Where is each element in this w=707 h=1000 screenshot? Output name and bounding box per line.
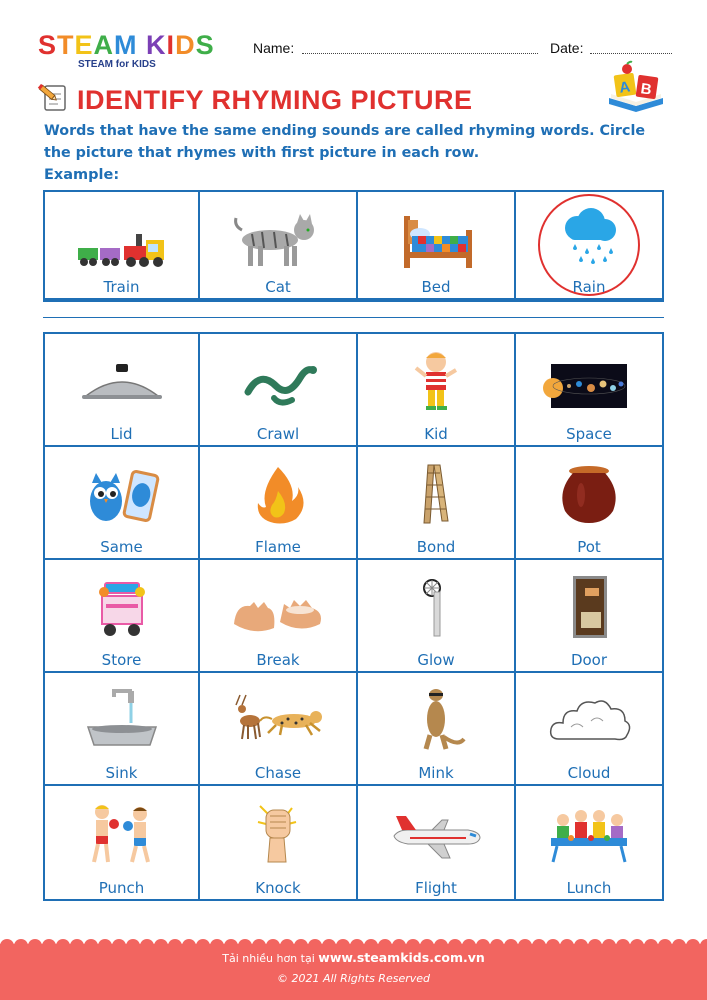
exercise-cell[interactable] [200,447,358,560]
word-label: Pot [577,538,601,556]
word-label: Chase [254,764,302,782]
brand-letter: M [114,30,138,60]
street-lamp-icon [388,574,484,640]
brand-letter: D [175,30,196,60]
word-label: Cloud [567,764,611,782]
exercise-cell[interactable] [516,673,662,786]
rain-cloud-icon [541,206,637,272]
ice-cream-cart-icon [74,574,170,640]
broken-eggshell-icon [230,574,326,640]
exercise-cell[interactable] [45,560,200,673]
exercise-cell[interactable] [358,334,516,447]
bed-icon [388,206,484,272]
exercise-cell[interactable] [200,334,358,447]
brand-letter: S [195,30,215,60]
word-label: Train [103,278,140,296]
word-label: Door [570,651,608,669]
exercise-cell[interactable] [45,673,200,786]
brand-logo [38,30,238,72]
date-field[interactable] [590,53,672,54]
pot-lid-icon [74,348,170,414]
exercise-cell[interactable] [200,786,358,899]
exercise-cell[interactable] [358,786,516,899]
brand-letter: E [74,30,94,60]
clay-pot-icon [541,461,637,527]
example-label: Example: [44,167,120,183]
exercise-cell[interactable] [200,673,358,786]
word-label: Crawl [256,425,300,443]
example-cell[interactable] [200,192,358,300]
pencil-paper-icon [36,80,70,114]
exercise-cell[interactable] [358,673,516,786]
svg-text:B: B [639,80,653,99]
name-field[interactable] [302,53,538,54]
word-label: Lid [110,425,133,443]
boxing-kids-icon [74,800,170,866]
exercise-cell[interactable] [516,560,662,673]
example-cell[interactable] [45,192,200,300]
airplane-icon [388,800,484,866]
sink-icon [74,687,170,753]
word-label: Sink [105,764,138,782]
exercise-grid [43,332,664,901]
exercise-cell[interactable] [516,786,662,899]
brand-letter: K [146,30,167,60]
word-label: Bed [421,278,451,296]
cloud-icon [541,687,637,753]
divider [43,317,664,318]
abc-book-icon [605,60,667,114]
door-icon [541,574,637,640]
footer-prefix: Tải nhiều hơn tại [222,952,315,965]
word-label: Bond [416,538,456,556]
exercise-cell[interactable] [45,334,200,447]
snake-icon [230,348,326,414]
word-label: Lunch [566,879,612,897]
solar-system-icon [541,348,637,414]
exercise-cell[interactable] [516,447,662,560]
brand-letter: S [38,30,58,60]
flame-icon [230,461,326,527]
footer-copyright: © 2021 All Rights Reserved [276,972,430,985]
word-label: Flight [415,879,457,897]
exercise-cell[interactable] [45,786,200,899]
word-label: Punch [98,879,145,897]
brand-letter [138,30,147,60]
exercise-cell[interactable] [200,560,358,673]
lunch-table-icon [541,800,637,866]
word-label: Same [100,538,143,556]
example-grid [43,190,664,302]
word-label: Cat [265,278,291,296]
instructions: Words that have the same ending sounds are called rhyming words. Circle the picture that rhymes with first picture in each row. [44,123,646,161]
brand-letter: T [57,30,75,60]
example-cell[interactable] [358,192,516,300]
example-cell-answer[interactable] [516,192,662,300]
exercise-cell[interactable] [358,447,516,560]
word-label: Mink [418,764,454,782]
owl-mirror-icon [74,461,170,527]
brand-letter: A [93,30,115,60]
cheetah-chase-icon [230,687,326,753]
footer-url-link[interactable]: www.steamkids.com.vn [318,950,485,965]
bond-strip-icon [388,461,484,527]
exercise-cell[interactable] [358,560,516,673]
meerkat-icon [388,687,484,753]
word-label: Flame [255,538,301,556]
brand-name [38,30,215,60]
svg-text:A: A [618,78,632,97]
word-label: Space [566,425,612,443]
cat-icon [230,206,326,272]
kid-icon [388,348,484,414]
word-label: Rain [572,278,606,296]
date-label: Date: [550,40,584,56]
footer-link-line [0,950,707,965]
word-label: Knock [255,879,301,897]
word-label: Kid [424,425,448,443]
knocking-hand-icon [230,800,326,866]
word-label: Store [101,651,142,669]
brand-tagline: STEAM for KIDS [78,59,156,70]
exercise-cell[interactable] [45,447,200,560]
exercise-cell[interactable] [516,334,662,447]
word-label: Break [256,651,300,669]
name-label: Name: [253,40,295,56]
train-icon [74,206,170,272]
page-title: IDENTIFY RHYMING PICTURE [77,85,473,115]
word-label: Glow [417,651,455,669]
brand-letter: I [166,30,176,60]
